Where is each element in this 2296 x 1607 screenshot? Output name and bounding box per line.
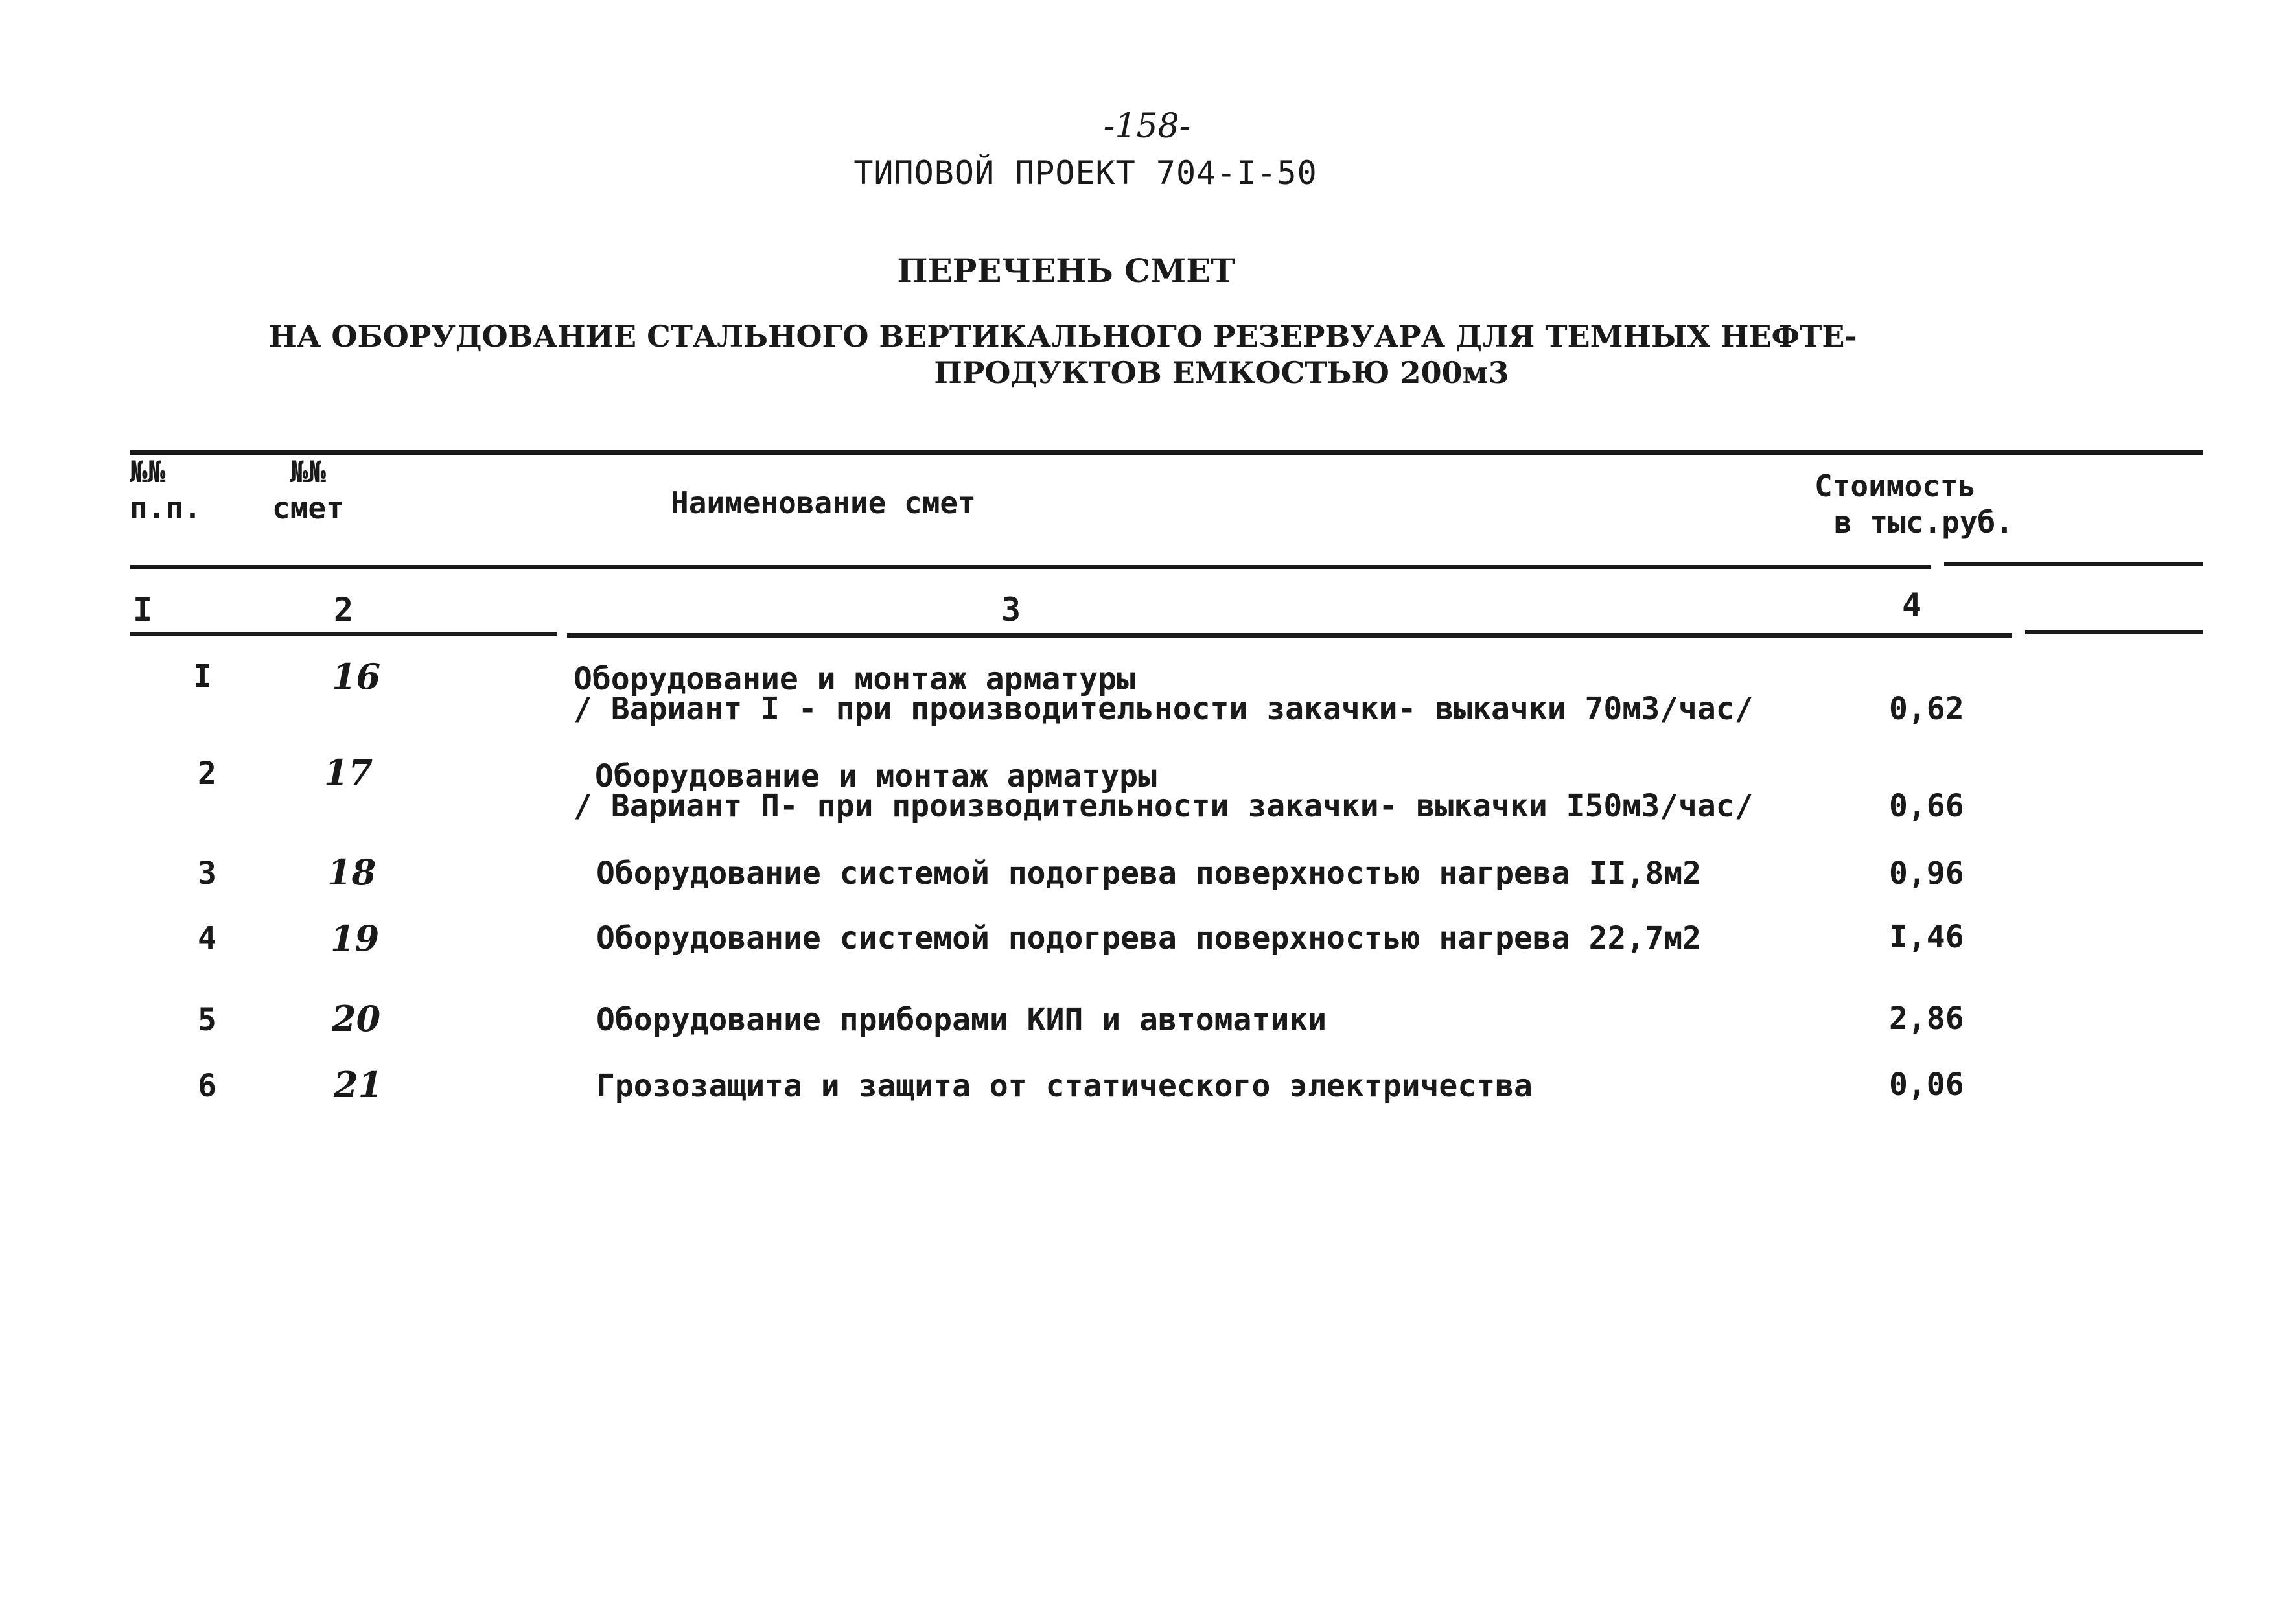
row-2-name-line1: Оборудование и монтаж арматуры (595, 758, 1157, 794)
row-6-cost: 0,06 (1889, 1067, 1964, 1103)
list-title: ПЕРЕЧЕНЬ СМЕТ (897, 251, 1235, 290)
row-5-estimate: 20 (332, 998, 381, 1039)
row-4-cost: I,46 (1889, 919, 1964, 955)
row-6-estimate: 21 (334, 1064, 383, 1105)
row-2-cost: 0,66 (1889, 788, 1964, 824)
row-4-name: Оборудование системой подогрева поверхностью нагрева 22,7м2 (596, 920, 1702, 956)
header-bottom-rule-left (130, 565, 1931, 569)
colnum-rule-left (130, 632, 557, 636)
row-5-cost: 2,86 (1889, 1000, 1964, 1037)
row-1-name-line2: / Вариант I - при производительности закачки- выкачки 70м3/час/ (574, 691, 1754, 727)
col-number-4: 4 (1902, 586, 1922, 624)
col-number-1: I (133, 591, 153, 629)
col-header-estimate (272, 454, 344, 526)
row-1-cost: 0,62 (1889, 691, 1964, 727)
row-4-num: 4 (198, 920, 216, 956)
table-top-rule (130, 450, 2203, 455)
row-3-estimate: 18 (327, 851, 377, 893)
row-1-num: I (193, 658, 212, 695)
project-title: ТИПОВОЙ ПРОЕКТ 704-I-50 (853, 154, 1317, 192)
row-6-name: Грозозащита и защита от статического электричества (596, 1068, 1533, 1104)
row-5-name: Оборудование приборами КИП и автоматики (596, 1002, 1327, 1038)
row-3-cost: 0,96 (1889, 855, 1964, 892)
header-bottom-rule-right (1944, 562, 2203, 566)
row-1-name-line1: Оборудование и монтаж арматуры (574, 661, 1135, 697)
row-3-name: Оборудование системой подогрева поверхностью нагрева II,8м2 (596, 855, 1702, 892)
col-header-cost (1815, 468, 2013, 540)
page-number: -158- (1103, 107, 1191, 146)
row-3-num: 3 (198, 855, 216, 892)
colnum-rule-right (2025, 630, 2203, 634)
col-number-2: 2 (334, 591, 354, 629)
row-5-num: 5 (198, 1002, 216, 1038)
col-header-cost-line1: Стоимость (1815, 468, 1977, 503)
col-header-estimate-line2: смет (272, 491, 344, 526)
row-4-estimate: 19 (330, 918, 380, 959)
col-header-num (130, 454, 202, 526)
col-number-3: 3 (1001, 591, 1021, 629)
col-header-name: Наименование смет (671, 485, 976, 520)
colnum-rule-middle (567, 633, 2012, 638)
col-header-estimate-line1: №№ (290, 454, 327, 489)
row-2-estimate: 17 (324, 752, 373, 793)
col-header-num-line2: п.п. (130, 491, 202, 526)
row-6-num: 6 (198, 1068, 216, 1104)
row-1-estimate: 16 (332, 656, 381, 697)
col-header-num-line1: №№ (130, 454, 166, 489)
row-2-name-line2: / Вариант П- при производительности закачки- выкачки I50м3/час/ (574, 788, 1754, 824)
subtitle-line-1: НА ОБОРУДОВАНИЕ СТАЛЬНОГО ВЕРТИКАЛЬНОГО РЕЗЕРВУАРА ДЛЯ ТЕМНЫХ НЕФТЕ- (268, 319, 1857, 354)
subtitle-line-2: ПРОДУКТОВ ЕМКОСТЬЮ 200м3 (934, 355, 1509, 390)
col-header-cost-line2: в тыс.руб. (1834, 505, 2013, 540)
row-2-num: 2 (198, 756, 216, 792)
